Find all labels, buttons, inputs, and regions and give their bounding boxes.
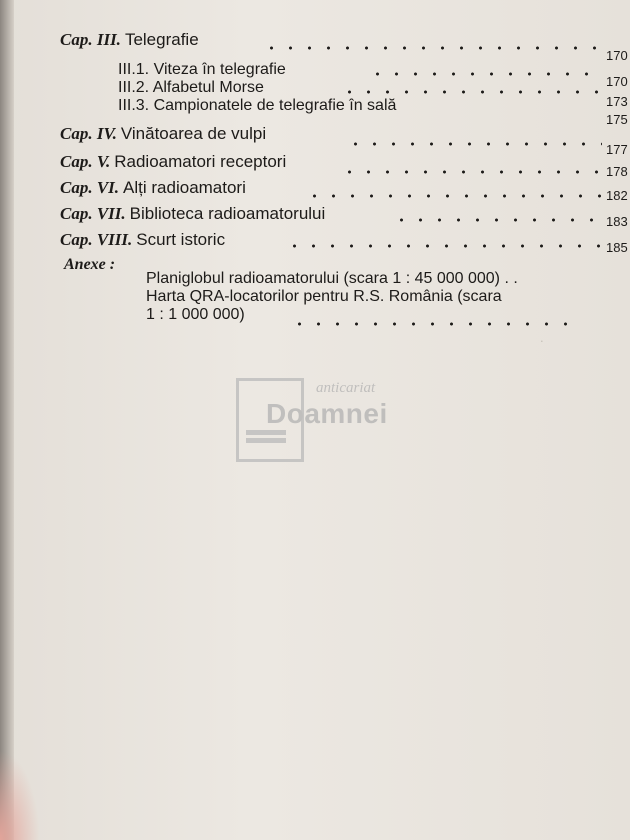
subsection-title: Campionatele de telegrafie în sală xyxy=(153,97,397,114)
page-number: 173 xyxy=(606,94,628,109)
dot-leader xyxy=(305,194,602,198)
chapter-title: Radioamatori receptori xyxy=(114,152,287,171)
page-number: 170 xyxy=(606,48,628,63)
chapter-title: Telegrafie xyxy=(124,30,199,49)
page-number: 178 xyxy=(606,164,628,179)
page-number: 185 xyxy=(606,240,628,255)
dot-leader xyxy=(392,218,602,222)
subsection-number: III.1. xyxy=(118,61,150,78)
chapter-number: Cap. VII. xyxy=(60,204,126,223)
annex-heading xyxy=(64,254,115,275)
chapter-entry xyxy=(60,204,325,224)
dot-leader xyxy=(290,322,575,326)
chapter-entry xyxy=(60,30,199,50)
chapter-number: Cap. VIII. xyxy=(60,230,133,249)
page-number: 175 xyxy=(606,112,628,127)
chapter-title: Scurt istoric xyxy=(136,230,226,249)
chapter-title: Biblioteca radioamatorului xyxy=(129,204,326,223)
chapter-entry xyxy=(60,124,266,144)
dot-leader xyxy=(285,244,602,248)
dot-leader xyxy=(340,170,602,174)
dot-leader xyxy=(346,142,602,146)
subsection-title: Viteza în telegrafie xyxy=(153,61,286,78)
chapter-title: Vinătoarea de vulpi xyxy=(120,124,267,143)
subsection-title: Alfabetul Morse xyxy=(152,79,264,96)
annex-item: Planiglobul radioamatorului (scara 1 : 45 000 000) . . xyxy=(146,270,518,287)
chapter-entry xyxy=(60,152,286,172)
annex-item: 1 : 1 000 000) xyxy=(146,306,245,323)
annex-item: Harta QRA-locatorilor pentru R.S. România (scara xyxy=(146,288,502,305)
subsection-entry xyxy=(118,96,396,116)
chapter-entry xyxy=(60,230,225,250)
chapter-number: Cap. IV. xyxy=(60,124,117,143)
chapter-number: Cap. III. xyxy=(60,30,121,49)
chapter-title: Alți radioamatori xyxy=(123,178,246,197)
dot-leader xyxy=(368,72,603,76)
dot-leader xyxy=(340,90,603,94)
subsection-number: III.3. xyxy=(118,97,150,114)
bleed-through-text: . xyxy=(540,330,544,345)
page-number: 182 xyxy=(606,188,628,203)
subsection-number: III.2. xyxy=(118,79,150,96)
subsection-entry xyxy=(118,78,264,98)
watermark-main-text: Doamnei xyxy=(266,398,388,429)
watermark-top-text: anticariat xyxy=(316,380,376,396)
annex-label: Anexe : xyxy=(64,256,116,273)
page-number: 177 xyxy=(606,142,628,157)
chapter-number: Cap. VI. xyxy=(60,178,120,197)
page-number: 183 xyxy=(606,214,628,229)
page-number: 170 xyxy=(606,74,628,89)
chapter-entry xyxy=(60,178,246,198)
dot-leader xyxy=(262,46,602,50)
subsection-entry xyxy=(118,60,286,80)
chapter-number: Cap. V. xyxy=(60,152,111,171)
